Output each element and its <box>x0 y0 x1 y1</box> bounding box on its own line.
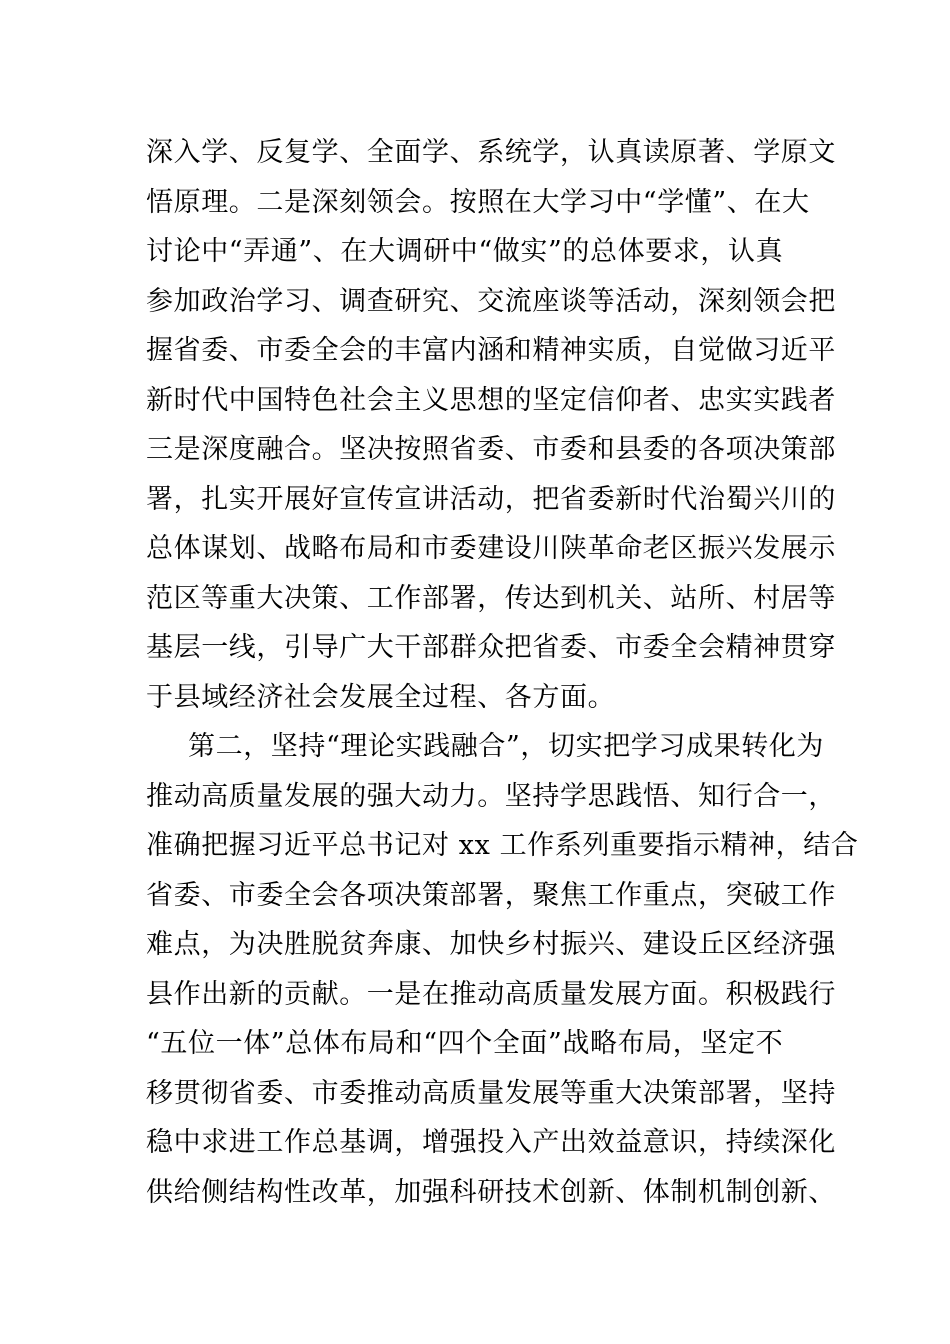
text-line: 握省委、市委全会的丰富内涵和精神实质，自觉做习近平 <box>146 335 836 366</box>
text-line: 于县域经济社会发展全过程、各方面。 <box>146 681 616 713</box>
text-line: 难点，为决胜脱贫奔康、加快乡村振兴、建设丘区经济强 <box>146 929 836 960</box>
text-line: 推动高质量发展的强大动力。坚持学思践悟、知行合一， <box>146 780 836 812</box>
text-line: 供给侧结构性改革，加强科研技术创新、体制机制创新、 <box>146 1176 836 1208</box>
text-line: 范区等重大决策、工作部署，传达到机关、站所、村居等 <box>146 582 836 614</box>
body-text <box>146 128 866 1217</box>
text-line: 县作出新的贡献。一是在推动高质量发展方面。积极践行 <box>146 978 836 1010</box>
text-line: 深入学、反复学、全面学、系统学，认真读原著、学原文 <box>146 137 836 168</box>
text-line: 参加政治学习、调查研究、交流座谈等活动，深刻领会把 <box>146 285 836 317</box>
text-line: “五位一体”总体布局和“四个全面”战略布局，坚定不 <box>146 1028 784 1059</box>
text-line: 悟原理。二是深刻领会。按照在大学习中“学懂”、在大 <box>146 186 810 218</box>
text-line: 署，扎实开展好宣传宣讲活动，把省委新时代治蜀兴川的 <box>146 483 836 515</box>
text-line: 三是深度融合。坚决按照省委、市委和县委的各项决策部 <box>146 434 836 465</box>
paragraph-start-line: 第二，坚持“理论实践融合”，切实把学习成果转化为 <box>188 731 825 762</box>
text-line: 总体谋划、战略布局和市委建设川陕革命老区振兴发展示 <box>146 533 836 564</box>
text-line: 新时代中国特色社会主义思想的坚定信仰者、忠实实践者 <box>146 384 836 416</box>
text-line: 基层一线，引导广大干部群众把省委、市委全会精神贯穿 <box>146 632 836 663</box>
text-line: 稳中求进工作总基调，增强投入产出效益意识，持续深化 <box>146 1127 836 1158</box>
text-line: 准确把握习近平总书记对 xx 工作系列重要指示精神，结合 <box>146 830 859 861</box>
text-line: 讨论中“弄通”、在大调研中“做实”的总体要求，认真 <box>146 236 784 267</box>
text-line: 省委、市委全会各项决策部署，聚焦工作重点，突破工作 <box>146 879 836 911</box>
text-line: 移贯彻省委、市委推动高质量发展等重大决策部署，坚持 <box>146 1077 836 1109</box>
